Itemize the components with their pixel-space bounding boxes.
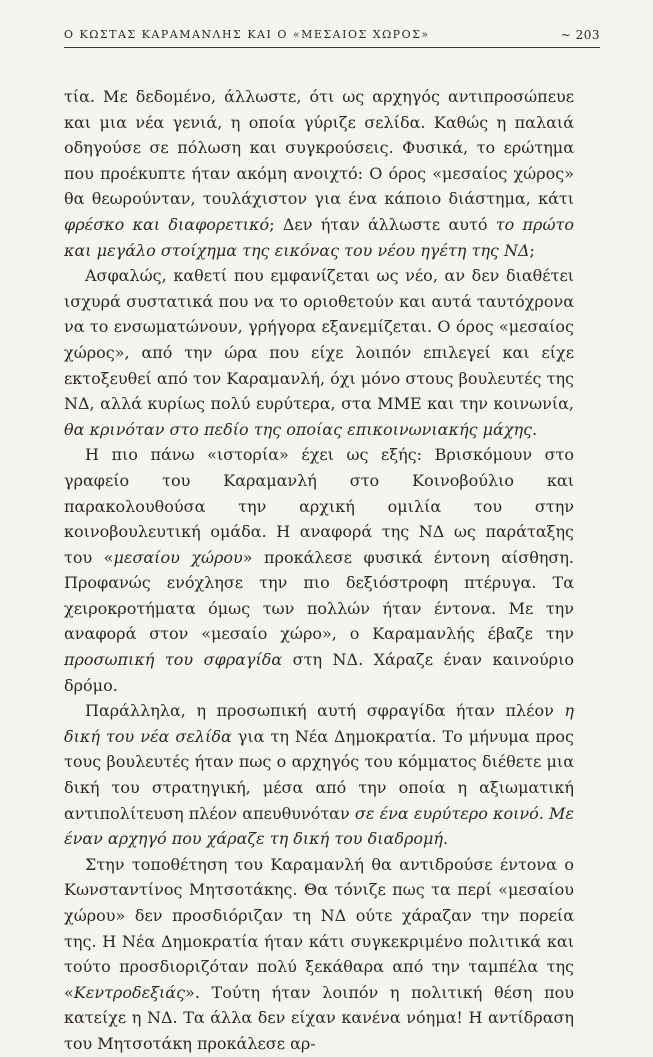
- running-title: Ο ΚΩΣΤΑΣ ΚΑΡΑΜΑΝΛΗΣ ΚΑΙ Ο «ΜΕΣΑΙΟΣ ΧΩΡΟΣ»: [64, 28, 430, 41]
- paragraph: [64, 84, 574, 263]
- italic-text: σε ένα ευρύτερο κοινό. Με έναν αρχηγό που χάραζε τη δική του διαδρομή: [64, 803, 575, 849]
- paragraph: [64, 852, 574, 1057]
- text-run: .: [532, 419, 538, 439]
- header-rule: [64, 47, 600, 48]
- text-run: » προκάλεσε φυσικά έντονη αίσθηση. Προφανώς ενόχλησε την πιο δεξιόστροφη πτέρυγα. Τα χειροκροτήματα όμως των πολλών ήταν έντονα. Με την αναφορά στον «μεσαίο χώρο», ο Καραμανλής έβαζε την: [64, 547, 575, 644]
- paragraph: [64, 263, 574, 442]
- body-text: [64, 84, 574, 1057]
- text-run: ;: [529, 240, 535, 260]
- text-run: ; Δεν ήταν άλλωστε αυτό: [269, 214, 496, 234]
- italic-text: μεσαίου χώρου: [113, 547, 243, 567]
- text-run: τία. Με δεδομένο, άλλωστε, ότι ως αρχηγός αντιπροσώπευε και μια νέα γενιά, η οποία γύριζε σελίδα. Καθώς η παλαιά οδηγούσε σε πόλωση και συγκρούσεις. Φυσικά, το ερώτημα που προέκυπτε ήταν ακόμη ανοιχτό: Ο όρος «μεσαίος χώρος» θα θεωρούνταν, τουλάχιστον για ένα κάποιο διάστημα, κάτι: [64, 87, 574, 209]
- italic-text: θα κρινόταν στο πεδίο της οποίας επικοινωνιακής μάχης: [64, 419, 533, 439]
- text-run: στη ΝΔ. Χάραζε έναν καινούριο δρόμο.: [64, 650, 574, 695]
- text-run: .: [442, 829, 449, 849]
- italic-text: το πρώτο και μεγάλο στοίχημα της εικόνας του νέου ηγέτη της ΝΔ: [64, 214, 574, 260]
- running-head: [64, 26, 600, 48]
- italic-text: η δική του νέα σελίδα: [64, 701, 574, 746]
- paragraph: [64, 442, 574, 698]
- text-run: Ασφαλώς, καθετί που εμφανίζεται ως νέο, αν δεν διαθέτει ισχυρά συστατικά που να το οριοθετούν και αυτά ταυτόχρονα να το ενσωματώνουν, γρήγορα εξανεμίζεται. Ο όρος «μεσαίος χώρος», από την ώρα που είχε λοιπόν επιλεγεί και είχε εκτοξευθεί από τον Καραμανλή, όχι μόνο στους βουλευτές της ΝΔ, αλλά κυρίως πολύ ευρύτερα, στα ΜΜΕ και την κοινωνία,: [64, 266, 574, 414]
- italic-text: προσωπική του σφραγίδα: [64, 650, 283, 670]
- paragraph: [64, 698, 574, 852]
- text-run: Στην τοποθέτηση του Καραμανλή θα αντιδρούσε έντονα ο Κωνσταντίνος Μητσοτάκης. Θα τόνιζε πως τα περί «μεσαίου χώρου» δεν προσδιόριζαν τη ΝΔ ούτε χάραζαν την πορεία της. Η Νέα Δημοκρατία ήταν κάτι συγκεκριμένο πολιτικά και τούτο προσδιοριζόταν πολύ ξεκάθαρα από την ταμπέλα της «: [64, 854, 574, 1002]
- text-run: για τη Νέα Δημοκρατία. Το μήνυμα προς τους βουλευτές ήταν πως ο αρχηγός του κόμματος διέθετε μια δική του στρατηγική, μέσα από την οποία η αξιωματική αντιπολίτευση πλέον απευθυνόταν: [64, 726, 574, 823]
- italic-text: φρέσκο και διαφορετικό: [64, 214, 270, 234]
- text-run: Παράλληλα, η προσωπική αυτή σφραγίδα ήταν πλέον: [85, 701, 565, 721]
- page-number: ~ 203: [560, 28, 600, 42]
- text-run: ». Τούτη ήταν λοιπόν η πολιτική θέση που κατείχε η ΝΔ. Τα άλλα δεν είχαν κανένα νόημα! Η αντίδραση του Μητσοτάκη προκάλεσε αρ-: [64, 982, 574, 1053]
- italic-text: Κεντροδεξιάς: [73, 982, 186, 1002]
- text-run: Η πιο πάνω «ιστορία» έχει ως εξής: Βρισκόμουν στο γραφείο του Καραμανλή στο Κοινοβούλιο και παρακολουθούσα την αρχική ομιλία του στην κοινοβουλευτική ομάδα. Η αναφορά της ΝΔ ως παράταξης του «: [64, 445, 574, 567]
